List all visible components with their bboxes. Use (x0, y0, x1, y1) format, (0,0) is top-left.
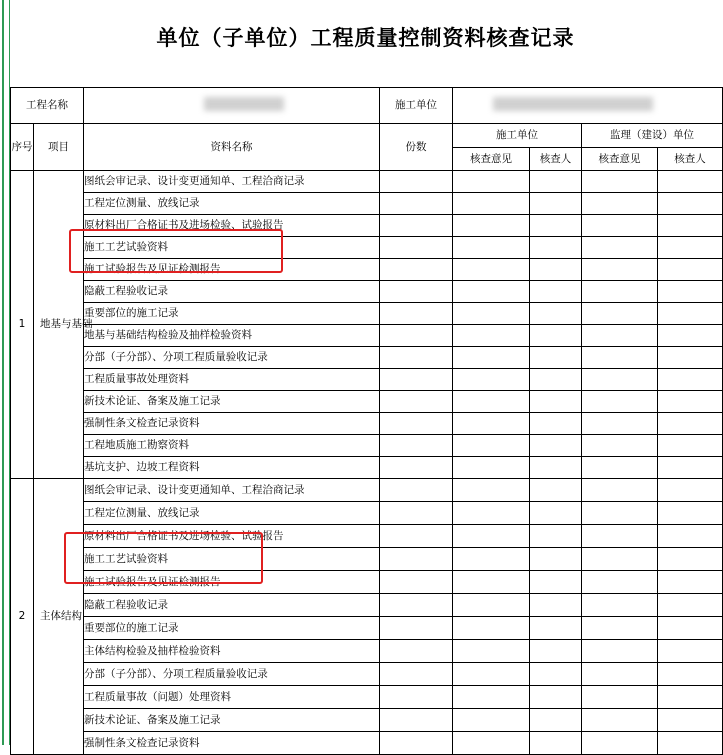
copies-cell[interactable] (380, 435, 453, 457)
contractor-label: 施工单位 (380, 88, 453, 124)
contractor-opinion-cell[interactable] (453, 303, 530, 325)
table-row (11, 391, 723, 413)
doc-name-cell: 重要部位的施工记录 (84, 303, 380, 325)
supervisor-checker-cell[interactable] (658, 617, 723, 640)
copies-cell[interactable] (380, 594, 453, 617)
col-contractor-opinion: 核查意见 (453, 148, 530, 171)
contractor-checker-cell[interactable] (530, 457, 582, 479)
supervisor-checker-cell[interactable] (658, 663, 723, 686)
contractor-opinion-cell[interactable] (453, 479, 530, 502)
supervisor-checker-cell[interactable] (658, 640, 723, 663)
col-doc-name: 资料名称 (84, 124, 380, 171)
contractor-opinion-cell[interactable] (453, 413, 530, 435)
contractor-opinion-cell[interactable] (453, 617, 530, 640)
supervisor-checker-cell[interactable] (658, 171, 723, 193)
table-row (11, 171, 723, 193)
table-row (11, 457, 723, 479)
section-name: 地基与基础 (34, 171, 84, 479)
col-seq: 序号 (11, 124, 34, 171)
contractor-checker-cell[interactable] (530, 594, 582, 617)
contractor-opinion-cell[interactable] (453, 281, 530, 303)
contractor-checker-cell[interactable] (530, 281, 582, 303)
contractor-checker-cell[interactable] (530, 663, 582, 686)
contractor-opinion-cell[interactable] (453, 325, 530, 347)
doc-name-cell: 强制性条文检查记录资料 (84, 413, 380, 435)
supervisor-checker-cell[interactable] (658, 347, 723, 369)
copies-cell[interactable] (380, 303, 453, 325)
table-row (11, 369, 723, 391)
copies-cell[interactable] (380, 571, 453, 594)
doc-name-cell: 工程定位测量、放线记录 (84, 502, 380, 525)
copies-cell[interactable] (380, 617, 453, 640)
contractor-checker-cell[interactable] (530, 617, 582, 640)
doc-name-cell: 施工工艺试验资料 (84, 237, 380, 259)
contractor-checker-cell[interactable] (530, 193, 582, 215)
contractor-opinion-cell[interactable] (453, 594, 530, 617)
contractor-opinion-cell[interactable] (453, 457, 530, 479)
contractor-opinion-cell[interactable] (453, 215, 530, 237)
contractor-opinion-cell[interactable] (453, 640, 530, 663)
copies-cell[interactable] (380, 640, 453, 663)
contractor-checker-cell[interactable] (530, 237, 582, 259)
doc-name-cell: 原材料出厂合格证书及进场检验、试验报告 (84, 525, 380, 548)
supervisor-checker-cell[interactable] (658, 525, 723, 548)
supervisor-opinion-cell[interactable] (582, 709, 658, 732)
doc-name-cell: 图纸会审记录、设计变更通知单、工程洽商记录 (84, 171, 380, 193)
table-row (11, 303, 723, 325)
supervisor-checker-cell[interactable] (658, 281, 723, 303)
contractor-checker-cell[interactable] (530, 525, 582, 548)
supervisor-opinion-cell[interactable] (582, 594, 658, 617)
copies-cell[interactable] (380, 502, 453, 525)
contractor-checker-cell[interactable] (530, 303, 582, 325)
doc-name-cell: 基坑支护、边坡工程资料 (84, 457, 380, 479)
table-row (11, 732, 723, 755)
table-row (11, 479, 723, 502)
copies-cell[interactable] (380, 413, 453, 435)
copies-cell[interactable] (380, 193, 453, 215)
doc-name-cell: 分部（子分部）、分项工程质量验收记录 (84, 347, 380, 369)
contractor-checker-cell[interactable] (530, 732, 582, 755)
doc-name-cell: 地基与基础结构检验及抽样检验资料 (84, 325, 380, 347)
contractor-checker-cell[interactable] (530, 215, 582, 237)
supervisor-checker-cell[interactable] (658, 548, 723, 571)
contractor-opinion-cell[interactable] (453, 663, 530, 686)
supervisor-opinion-cell[interactable] (582, 617, 658, 640)
contractor-opinion-cell[interactable] (453, 391, 530, 413)
table-row (11, 571, 723, 594)
doc-name-cell: 工程质量事故（问题）处理资料 (84, 686, 380, 709)
supervisor-checker-cell[interactable] (658, 193, 723, 215)
contractor-checker-cell[interactable] (530, 369, 582, 391)
contractor-checker-cell[interactable] (530, 479, 582, 502)
contractor-checker-cell[interactable] (530, 640, 582, 663)
doc-name-cell: 工程质量事故处理资料 (84, 369, 380, 391)
col-contractor-group: 施工单位 (453, 124, 582, 148)
contractor-opinion-cell[interactable] (453, 548, 530, 571)
copies-cell[interactable] (380, 548, 453, 571)
col-supervisor-group: 监理（建设）单位 (582, 124, 723, 148)
copies-cell[interactable] (380, 281, 453, 303)
contractor-opinion-cell[interactable] (453, 502, 530, 525)
copies-cell[interactable] (380, 686, 453, 709)
supervisor-opinion-cell[interactable] (582, 413, 658, 435)
col-contractor-checker: 核查人 (530, 148, 582, 171)
supervisor-opinion-cell[interactable] (582, 435, 658, 457)
supervisor-opinion-cell[interactable] (582, 259, 658, 281)
table-row (11, 525, 723, 548)
window-gutter (0, 0, 10, 745)
contractor-checker-cell[interactable] (530, 548, 582, 571)
doc-name-cell: 施工试验报告及见证检测报告 (84, 259, 380, 281)
supervisor-checker-cell[interactable] (658, 571, 723, 594)
col-copies: 份数 (380, 124, 453, 171)
contractor-opinion-cell[interactable] (453, 237, 530, 259)
doc-name-cell: 施工试验报告及见证检测报告 (84, 571, 380, 594)
contractor-checker-cell[interactable] (530, 435, 582, 457)
supervisor-checker-cell[interactable] (658, 259, 723, 281)
table-row (11, 594, 723, 617)
table-row (11, 617, 723, 640)
doc-name-cell: 新技术论证、备案及施工记录 (84, 709, 380, 732)
doc-name-cell: 隐蔽工程验收记录 (84, 594, 380, 617)
table-row (11, 686, 723, 709)
supervisor-opinion-cell[interactable] (582, 663, 658, 686)
contractor-checker-cell[interactable] (530, 502, 582, 525)
contractor-checker-cell[interactable] (530, 571, 582, 594)
doc-name-cell: 分部（子分部）、分项工程质量验收记录 (84, 663, 380, 686)
contractor-checker-cell[interactable] (530, 391, 582, 413)
contractor-opinion-cell[interactable] (453, 193, 530, 215)
contractor-checker-cell[interactable] (530, 413, 582, 435)
contractor-value[interactable] (453, 88, 723, 124)
supervisor-checker-cell[interactable] (658, 686, 723, 709)
supervisor-checker-cell[interactable] (658, 732, 723, 755)
copies-cell[interactable] (380, 709, 453, 732)
doc-name-cell: 原材料出厂合格证书及进场检验、试验报告 (84, 215, 380, 237)
supervisor-checker-cell[interactable] (658, 457, 723, 479)
supervisor-checker-cell[interactable] (658, 479, 723, 502)
col-supervisor-checker: 核查人 (658, 148, 723, 171)
supervisor-checker-cell[interactable] (658, 502, 723, 525)
supervisor-opinion-cell[interactable] (582, 303, 658, 325)
doc-name-cell: 工程定位测量、放线记录 (84, 193, 380, 215)
contractor-checker-cell[interactable] (530, 259, 582, 281)
doc-name-cell: 工程地质施工勘察资料 (84, 435, 380, 457)
copies-cell[interactable] (380, 663, 453, 686)
copies-cell[interactable] (380, 457, 453, 479)
doc-name-cell: 图纸会审记录、设计变更通知单、工程洽商记录 (84, 479, 380, 502)
col-supervisor-opinion: 核查意见 (582, 148, 658, 171)
supervisor-opinion-cell[interactable] (582, 281, 658, 303)
table-row (11, 193, 723, 215)
contractor-opinion-cell[interactable] (453, 347, 530, 369)
supervisor-checker-cell[interactable] (658, 594, 723, 617)
copies-cell[interactable] (380, 479, 453, 502)
table-row (11, 281, 723, 303)
supervisor-opinion-cell[interactable] (582, 686, 658, 709)
section-name: 主体结构 (34, 479, 84, 755)
project-name-value[interactable] (84, 88, 380, 124)
table-row (11, 435, 723, 457)
supervisor-opinion-cell[interactable] (582, 502, 658, 525)
table-row (11, 640, 723, 663)
contractor-opinion-cell[interactable] (453, 171, 530, 193)
supervisor-opinion-cell[interactable] (582, 479, 658, 502)
table-row (11, 663, 723, 686)
contractor-checker-cell[interactable] (530, 171, 582, 193)
section-number: 1 (11, 171, 34, 479)
supervisor-opinion-cell[interactable] (582, 215, 658, 237)
supervisor-checker-cell[interactable] (658, 435, 723, 457)
supervisor-checker-cell[interactable] (658, 413, 723, 435)
project-name-label: 工程名称 (11, 88, 84, 124)
table-row (11, 325, 723, 347)
doc-name-cell: 新技术论证、备案及施工记录 (84, 391, 380, 413)
supervisor-opinion-cell[interactable] (582, 457, 658, 479)
supervisor-opinion-cell[interactable] (582, 193, 658, 215)
section-number: 2 (11, 479, 34, 755)
supervisor-opinion-cell[interactable] (582, 325, 658, 347)
contractor-checker-cell[interactable] (530, 686, 582, 709)
copies-cell[interactable] (380, 347, 453, 369)
contractor-opinion-cell[interactable] (453, 259, 530, 281)
supervisor-opinion-cell[interactable] (582, 732, 658, 755)
table-row (11, 347, 723, 369)
supervisor-opinion-cell[interactable] (582, 571, 658, 594)
record-table (10, 87, 723, 755)
supervisor-opinion-cell[interactable] (582, 548, 658, 571)
contractor-checker-cell[interactable] (530, 347, 582, 369)
supervisor-checker-cell[interactable] (658, 709, 723, 732)
supervisor-opinion-cell[interactable] (582, 525, 658, 548)
copies-cell[interactable] (380, 391, 453, 413)
table-row (11, 237, 723, 259)
contractor-opinion-cell[interactable] (453, 571, 530, 594)
copies-cell[interactable] (380, 525, 453, 548)
contractor-checker-cell[interactable] (530, 325, 582, 347)
contractor-opinion-cell[interactable] (453, 686, 530, 709)
doc-name-cell: 强制性条文检查记录资料 (84, 732, 380, 755)
copies-cell[interactable] (380, 215, 453, 237)
contractor-opinion-cell[interactable] (453, 435, 530, 457)
table-row (11, 548, 723, 571)
supervisor-checker-cell[interactable] (658, 215, 723, 237)
supervisor-opinion-cell[interactable] (582, 347, 658, 369)
table-row (11, 709, 723, 732)
supervisor-opinion-cell[interactable] (582, 391, 658, 413)
table-row (11, 413, 723, 435)
supervisor-opinion-cell[interactable] (582, 171, 658, 193)
copies-cell[interactable] (380, 259, 453, 281)
doc-name-cell: 施工工艺试验资料 (84, 548, 380, 571)
supervisor-checker-cell[interactable] (658, 303, 723, 325)
contractor-checker-cell[interactable] (530, 709, 582, 732)
doc-name-cell: 重要部位的施工记录 (84, 617, 380, 640)
table-row (11, 259, 723, 281)
copies-cell[interactable] (380, 325, 453, 347)
copies-cell[interactable] (380, 237, 453, 259)
supervisor-checker-cell[interactable] (658, 369, 723, 391)
doc-name-cell: 主体结构检验及抽样检验资料 (84, 640, 380, 663)
table-row (11, 502, 723, 525)
supervisor-opinion-cell[interactable] (582, 369, 658, 391)
supervisor-checker-cell[interactable] (658, 325, 723, 347)
page-title: 单位（子单位）工程质量控制资料核查记录 (156, 26, 575, 50)
contractor-opinion-cell[interactable] (453, 525, 530, 548)
copies-cell[interactable] (380, 171, 453, 193)
supervisor-opinion-cell[interactable] (582, 640, 658, 663)
copies-cell[interactable] (380, 369, 453, 391)
col-item: 项目 (34, 124, 84, 171)
table-row (11, 215, 723, 237)
supervisor-checker-cell[interactable] (658, 391, 723, 413)
contractor-opinion-cell[interactable] (453, 709, 530, 732)
contractor-opinion-cell[interactable] (453, 732, 530, 755)
doc-name-cell: 隐蔽工程验收记录 (84, 281, 380, 303)
contractor-opinion-cell[interactable] (453, 369, 530, 391)
supervisor-opinion-cell[interactable] (582, 237, 658, 259)
supervisor-checker-cell[interactable] (658, 237, 723, 259)
copies-cell[interactable] (380, 732, 453, 755)
